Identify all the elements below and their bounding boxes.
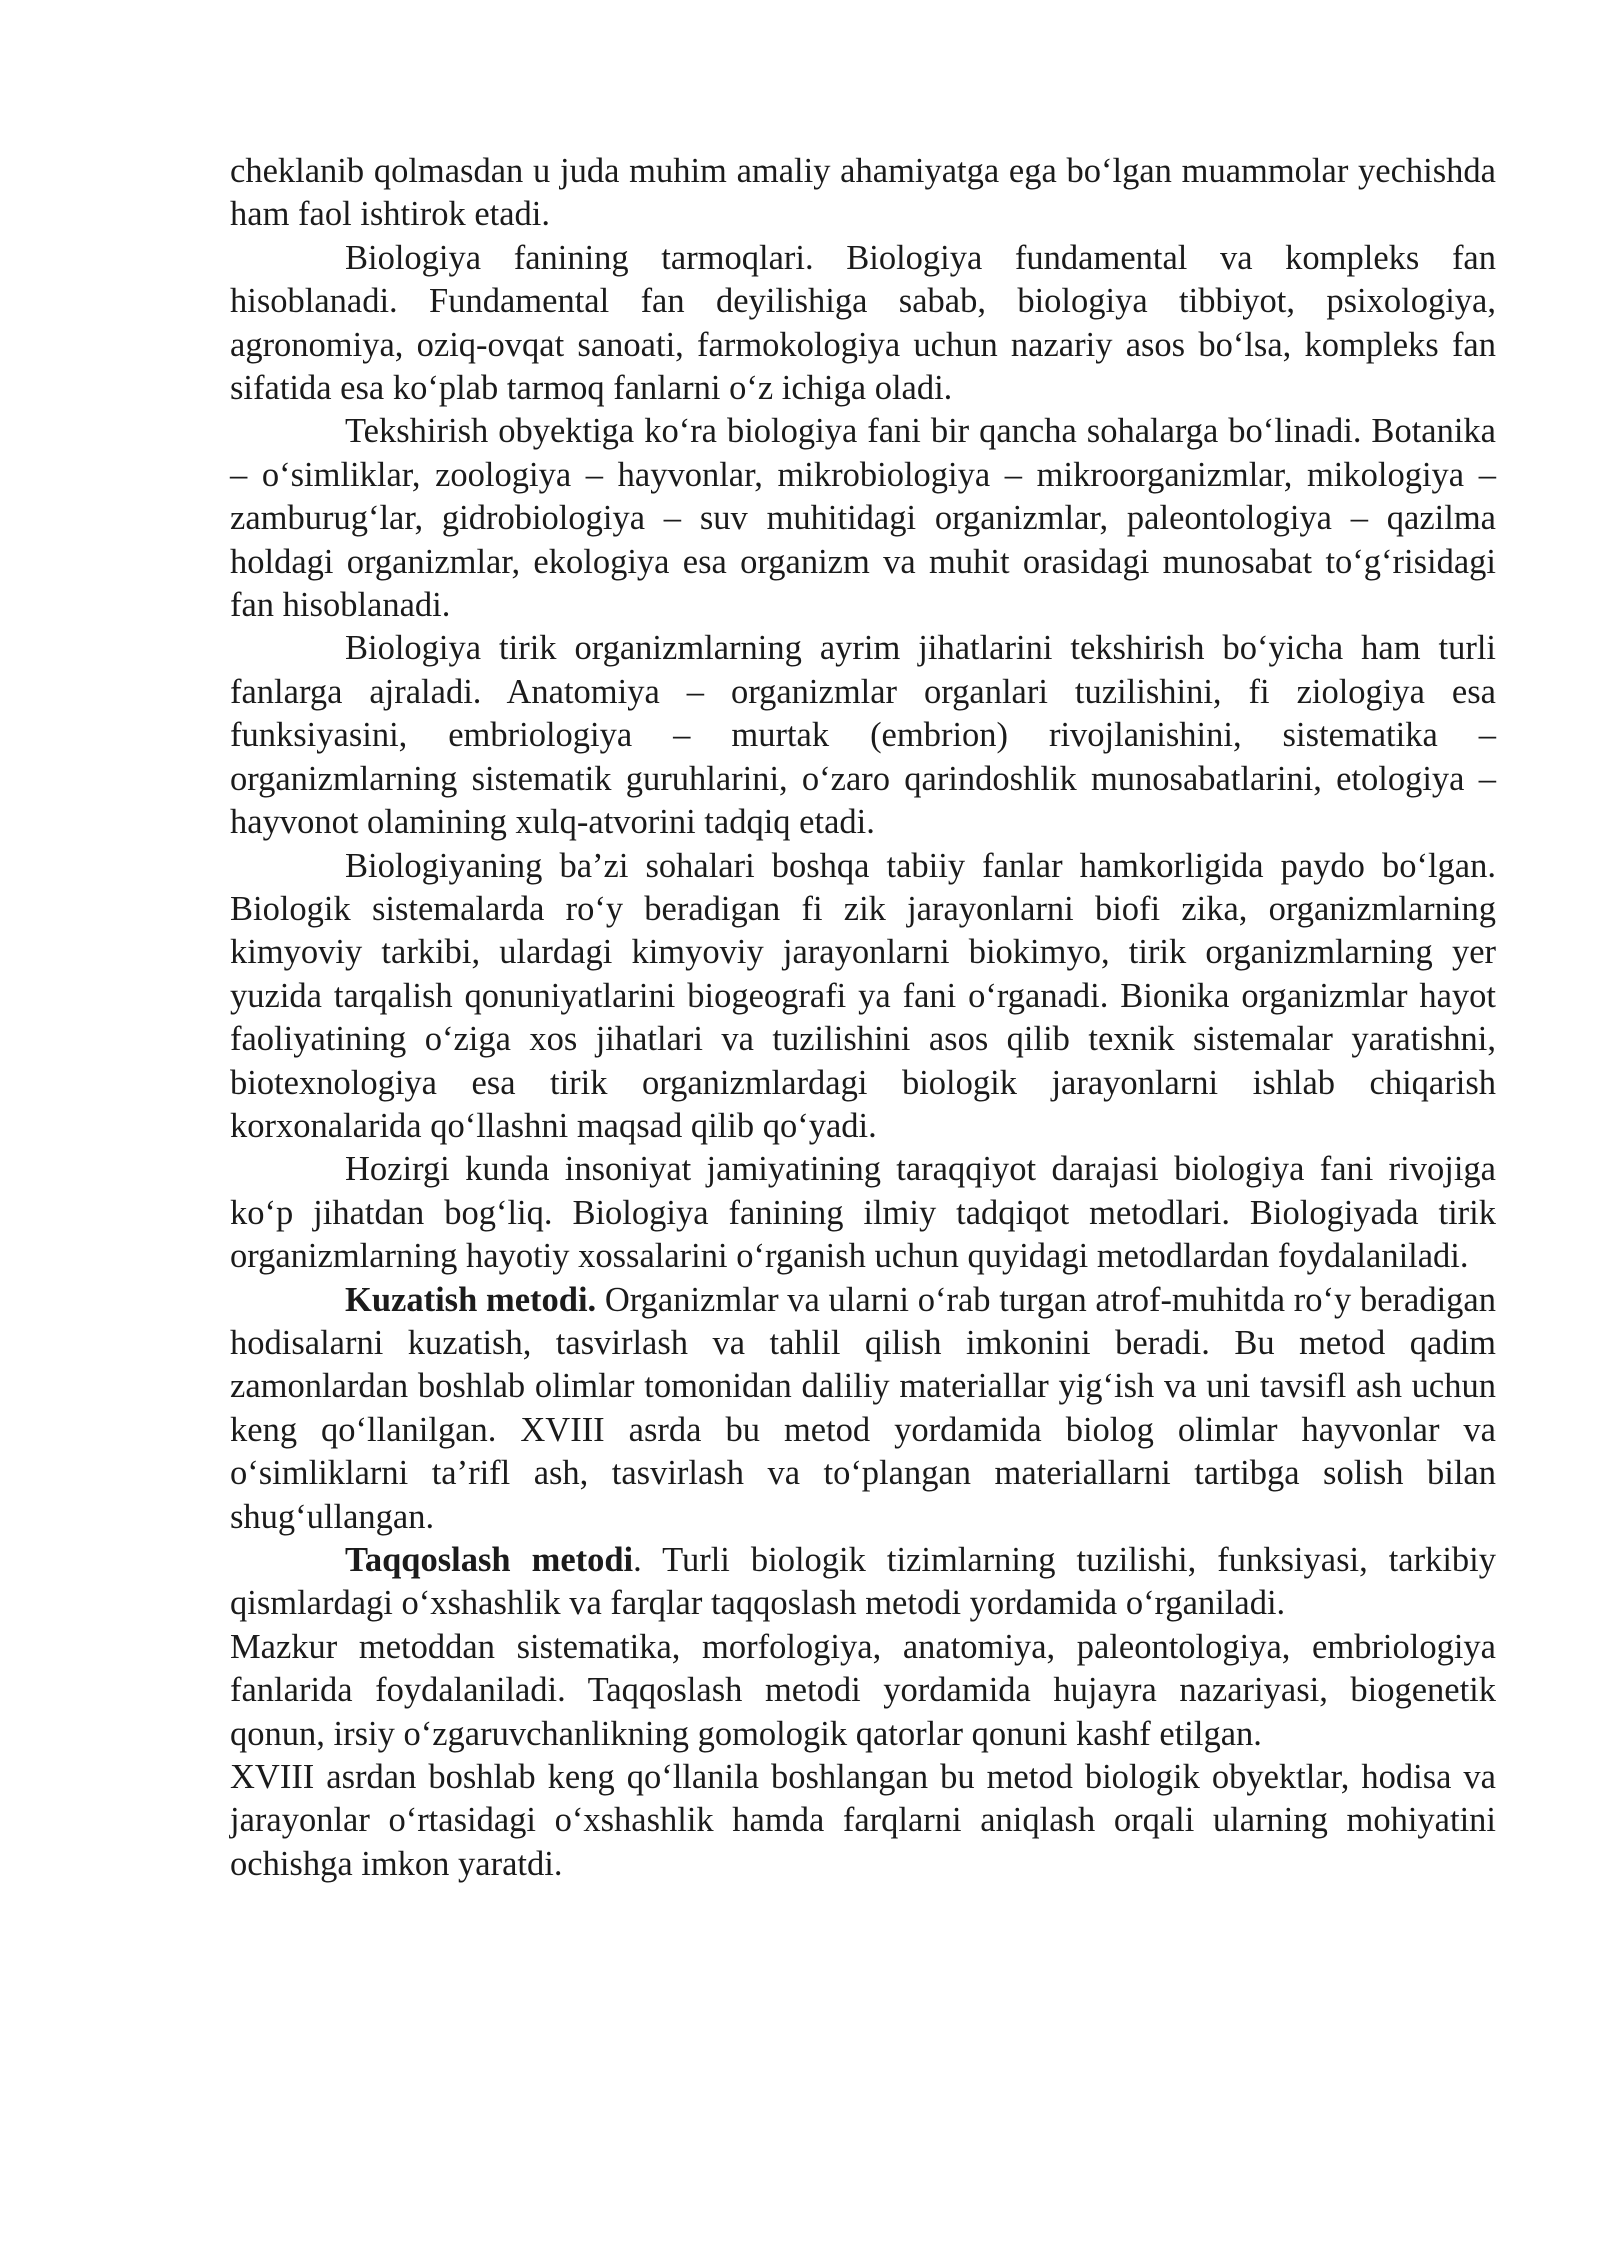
paragraph-lead-bold: Taqqoslash metodi (345, 1541, 634, 1579)
paragraph-3 (230, 410, 1496, 627)
document-page (230, 150, 1496, 1886)
paragraph-lead-bold: Kuzatish metodi. (345, 1280, 597, 1319)
paragraph-9 (230, 1626, 1496, 1756)
paragraph-text: cheklanib qolmasdan u juda muhim amaliy ahamiyatga ega bo‘lgan muammolar yechishda ham faol ishtirok etadi. (230, 152, 1496, 234)
paragraph-text: Organizmlar va ularni o‘rab turgan atrof-muhitda ro‘y beradigan hodisalarni kuzatish, tasvirlash va tahlil qilish imkonini beradi. Bu metod qadim zamonlardan boshlab olimlar tomonidan daliliy materiallar yig‘ish va uni tavsifl ash uchun keng qo‘llanilgan. XVIII asrda bu metod yordamida biolog olimlar hayvonlar va o‘simliklarni ta’rifl ash, tasvirlash va to‘plangan materiallarni tartibga solish bilan shug‘ullangan. (230, 1280, 1496, 1536)
paragraph-text: Biologiya tirik organizmlarning ayrim jihatlarini tekshirish bo‘yicha ham turli fanlarga ajraladi. Anatomiya – organizmlar organlari tuzilishini, fi ziologiya esa funksiyasini, embriologiya – murtak (embrion) rivojlanishini, sistematika – organizmlarning sistematik guruhlarini, o‘zaro qarindoshlik munosabatlarini, etologiya – hayvonot olamining xulq-atvorini tadqiq etadi. (230, 629, 1496, 842)
paragraph-text: . Turli biologik tizimlarning tuzilishi, funksiyasi, tarkibiy qismlardagi o‘xshashlik va farqlar taqqoslash metodi yordamida o‘rganiladi. (230, 1541, 1496, 1623)
paragraph-text: Hozirgi kunda insoniyat jamiyatining taraqqiyot darajasi biologiya fani rivojiga ko‘p jihatdan bog‘liq. Biologiya fanining ilmiy tadqiqot metodlari. Biologiyada tirik organizmlarning hayotiy xossalarini o‘rganish uchun quyidagi metodlardan foydalaniladi. (230, 1150, 1496, 1276)
paragraph-2 (230, 237, 1496, 411)
paragraph-taqqoslash-metodi (230, 1539, 1496, 1626)
paragraph-1 (230, 150, 1496, 237)
paragraph-4 (230, 627, 1496, 844)
paragraph-kuzatish-metodi (230, 1279, 1496, 1539)
paragraph-text: XVIII asrdan boshlab keng qo‘llanila boshlangan bu metod biologik obyektlar, hodisa va jarayonlar o‘rtasidagi o‘xshashlik hamda farqlarni aniqlash orqali ularning mohiyatini ochishga imkon yaratdi. (230, 1758, 1496, 1883)
paragraph-text: Tekshirish obyektiga ko‘ra biologiya fani bir qancha sohalarga bo‘linadi. Botanika – o‘simliklar, zoologiya – hayvonlar, mikrobiologiya – mikroorganizmlar, mikologiya – zamburug‘lar, gidrobiologiya – suv muhitidagi organizmlar, paleontologiya – qazilma holdagi organizmlar, ekologiya esa organizm va muhit orasidagi munosabat to‘g‘risidagi fan hisoblanadi. (230, 412, 1496, 625)
paragraph-text: Biologiya fanining tarmoqlari. Biologiya fundamental va kompleks fan hisoblanadi. Fundamental fan deyilishiga sabab, biologiya tibbiyot, psixologiya, agronomiya, oziq-ovqat sanoati, farmokologiya uchun nazariy asos bo‘lsa, kompleks fan sifatida esa ko‘plab tarmoq fanlarni o‘z ichiga oladi. (230, 238, 1496, 408)
paragraph-10 (230, 1756, 1496, 1886)
paragraph-text: Biologiyaning ba’zi sohalari boshqa tabiiy fanlar hamkorligida paydo bo‘lgan. Biologik sistemalarda ro‘y beradigan fi zik jarayonlarni biofi zika, organizmlarning kimyoviy tarkibi, ulardagi kimyoviy jarayonlarni biokimyo, tirik organizmlarning yer yuzida tarqalish qonuniyatlarini biogeografi ya fani o‘rganadi. Bionika organizmlar hayot faoliyatining o‘ziga xos jihatlari va tuzilishini asos qilib texnik sistemalar yaratishni, biotexnologiya esa tirik organizmlardagi biologik jarayonlarni ishlab chiqarish korxonalarida qo‘llashni maqsad qilib qo‘yadi. (230, 846, 1496, 1145)
paragraph-6 (230, 1148, 1496, 1278)
paragraph-text: Mazkur metoddan sistematika, morfologiya, anatomiya, paleontologiya, embriologiya fanlarida foydalaniladi. Taqqoslash metodi yordamida hujayra nazariyasi, biogenetik qonun, irsiy o‘zgaruvchanlikning gomologik qatorlar qonuni kashf etilgan. (230, 1627, 1496, 1753)
paragraph-5 (230, 845, 1496, 1149)
